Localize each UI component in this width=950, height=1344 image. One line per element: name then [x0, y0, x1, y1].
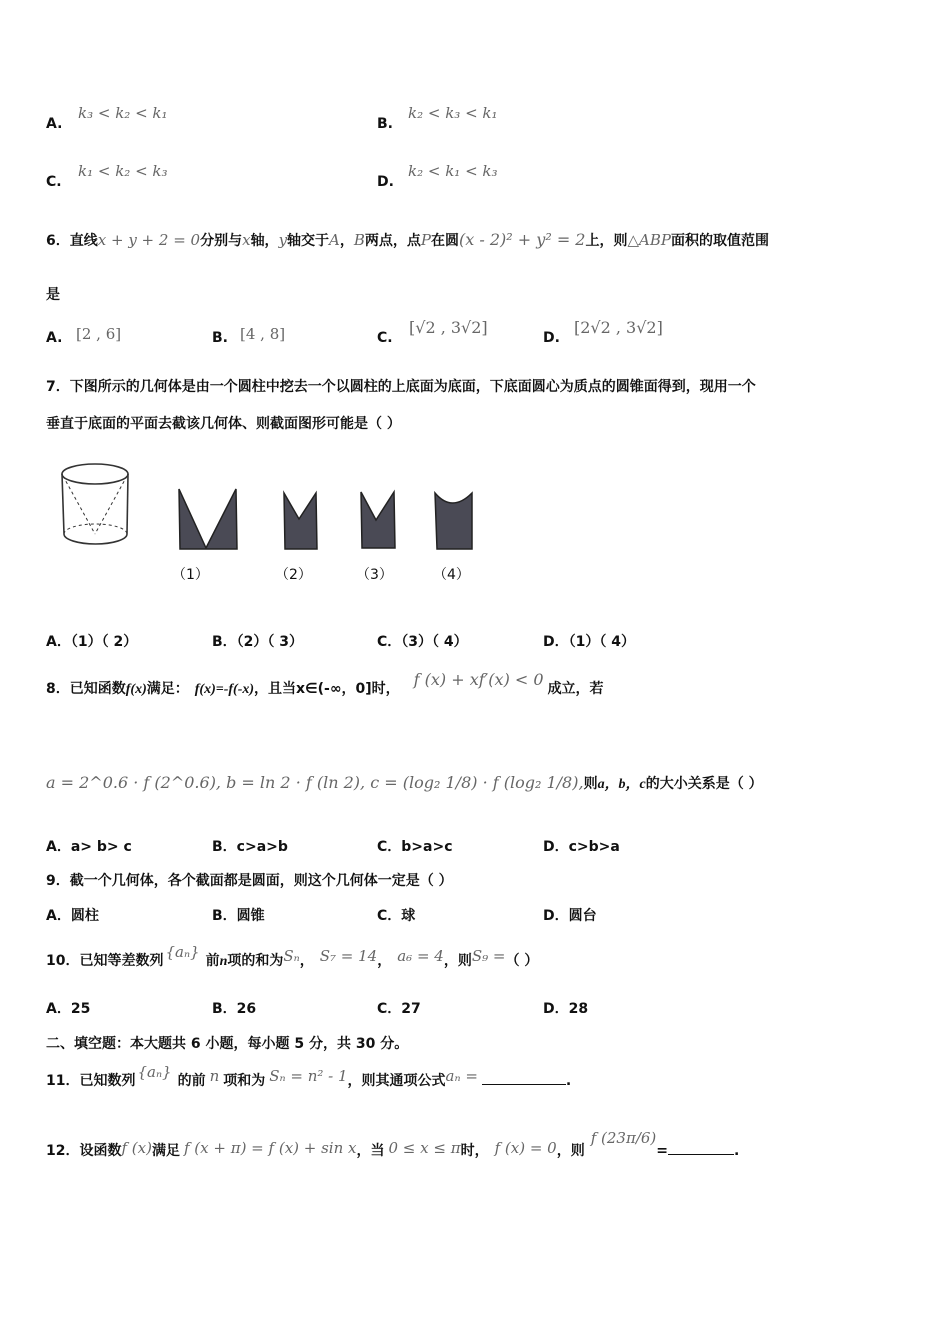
- q11-an: aₙ =: [445, 1067, 478, 1085]
- q10-text: 10．已知等差数列: [46, 953, 164, 969]
- q10-s9: S₉ =: [471, 947, 506, 965]
- q10-n: n: [219, 954, 228, 969]
- q9-option-a: A．圆柱: [46, 908, 99, 924]
- q5-option-c-label: C.: [46, 174, 62, 190]
- q6-text: 两点，点: [364, 233, 421, 249]
- q10-stem: [46, 943, 539, 970]
- q12-functional-equation: f (x + π) = f (x) + sin x: [183, 1139, 357, 1157]
- q12-text: .: [734, 1143, 740, 1159]
- q5-option-b-math: k₂ < k₃ < k₁: [408, 104, 498, 122]
- q6-option-d-value: [2√2 , 3√2]: [574, 318, 663, 337]
- q10-sequence: {aₙ}: [165, 943, 200, 961]
- q6-text: ，: [339, 233, 354, 249]
- q6-point-p: P: [420, 231, 432, 249]
- q7-option-a: A．（1）（ 2）: [46, 634, 138, 650]
- q8-odd-condition: f(x)=-f(-x): [194, 682, 255, 697]
- q6-circle-equation: (x - 2)² + y² = 2: [459, 230, 586, 249]
- q6-text: 上，则: [585, 233, 628, 249]
- q8-text: ，且当: [254, 681, 297, 697]
- q12-text: 时，: [460, 1143, 489, 1159]
- q6-text: 在圆: [431, 233, 460, 249]
- q10-text: ，则: [443, 953, 472, 969]
- q6-option-a-value: [2 , 6]: [76, 325, 122, 343]
- q10-text: ，: [299, 953, 314, 969]
- q11-sn-formula: Sₙ = n² - 1: [269, 1067, 348, 1085]
- q8-text: 8．已知函数: [46, 681, 126, 697]
- q6-option-a-label: A.: [46, 330, 63, 346]
- q6-option-c-value: [√2 , 3√2]: [409, 318, 488, 337]
- q8-function: f(x): [125, 682, 147, 697]
- q11-text: 的前: [177, 1073, 206, 1089]
- q12-text: ，则: [556, 1143, 585, 1159]
- q12-answer-blank[interactable]: [668, 1140, 734, 1155]
- q7-stem-line2: 垂直于底面的平面去截该几何体、则截面图形可能是（ ）: [46, 416, 401, 432]
- q7-figure-label-3: （3）: [356, 567, 393, 583]
- q7-section-4: [432, 489, 476, 553]
- q6-option-d-label: D.: [543, 330, 560, 346]
- q10-sn: Sₙ: [283, 947, 300, 965]
- q7-section-2: [281, 489, 321, 553]
- q8-text: 满足：: [146, 681, 189, 697]
- q8-interval: x∈(-∞，0]: [296, 681, 372, 697]
- q11-text: .: [565, 1073, 572, 1089]
- q10-option-b: B．26: [212, 1001, 257, 1017]
- q6-y-axis: y: [278, 231, 288, 249]
- q11-answer-blank[interactable]: [482, 1070, 566, 1085]
- q12-text: 12．设函数: [46, 1143, 122, 1159]
- q6-option-b-value: [4 , 8]: [240, 325, 286, 343]
- q5-option-a-math: k₃ < k₂ < k₁: [78, 104, 168, 122]
- q10-option-d: D．28: [543, 1001, 589, 1017]
- q6-text: 面积的取值范围: [670, 233, 769, 249]
- q7-option-d: D．（1）（ 4）: [543, 634, 635, 650]
- q6-option-c-label: C.: [377, 330, 393, 346]
- q8-stem: [46, 670, 604, 698]
- q5-option-c-math: k₁ < k₂ < k₃: [78, 162, 168, 180]
- q11-stem: [46, 1063, 572, 1090]
- q6-x-axis: x: [242, 231, 251, 249]
- q6-text: 分别与: [200, 233, 243, 249]
- q6-option-b-label: B.: [212, 330, 228, 346]
- q7-option-b: B．（2）（ 3）: [212, 634, 304, 650]
- q8-abc-definition: a = 2^0.6 · f (2^0.6), b = ln 2 · f (ln 2), c = (log₂ 1/8) · f (log₂ 1/8),: [46, 773, 584, 792]
- q11-sequence: {aₙ}: [137, 1063, 172, 1081]
- q8-text: 时，: [371, 681, 400, 697]
- section-heading-fill-in: 二、填空题：本大题共 6 小题，每小题 5 分，共 30 分。: [46, 1036, 409, 1052]
- q6-stem-continued: 是: [46, 287, 60, 303]
- q12-fx-zero: f (x) = 0: [494, 1139, 557, 1157]
- q7-figure-label-2: （2）: [275, 567, 312, 583]
- q12-text: =: [656, 1143, 669, 1159]
- q9-option-b: B．圆锥: [212, 908, 265, 924]
- q12-text: ，当: [356, 1143, 385, 1159]
- q12-stem: [46, 1129, 740, 1160]
- q8-option-d: D．c>b>a: [543, 839, 620, 855]
- q9-option-c: C．球: [377, 908, 416, 924]
- q10-s7: S₇ = 14: [319, 947, 378, 965]
- q6-number: 6．: [46, 233, 70, 249]
- q10-option-c: C．27: [377, 1001, 421, 1017]
- q8-definitions: [46, 773, 763, 793]
- q10-text: 前: [205, 953, 220, 969]
- q6-text: 直线: [69, 233, 98, 249]
- q11-text: 11．已知数列: [46, 1073, 136, 1089]
- q6-point-b: B: [353, 231, 365, 249]
- q8-abc: a，b，c: [597, 777, 646, 792]
- q8-text: 则: [583, 776, 598, 792]
- q7-section-1: [176, 485, 240, 553]
- q6-stem: [46, 230, 769, 250]
- q9-stem: 9．截一个几何体，各个截面都是圆面，则这个几何体一定是（ ）: [46, 873, 453, 889]
- q5-option-d-math: k₂ < k₁ < k₃: [408, 162, 498, 180]
- q5-option-d-label: D.: [377, 174, 394, 190]
- q6-line-equation: x + y + 2 = 0: [97, 231, 201, 249]
- q10-a6: a₆ = 4: [397, 947, 444, 965]
- q10-text: ，: [377, 953, 392, 969]
- q8-text: 成立，若: [547, 681, 604, 697]
- q12-range: 0 ≤ x ≤ π: [388, 1139, 461, 1157]
- q7-figure-label-4: （4）: [433, 567, 470, 583]
- q11-text: 项和为: [223, 1073, 266, 1089]
- q8-option-b: B．c>a>b: [212, 839, 288, 855]
- q11-n: n: [209, 1067, 220, 1085]
- q10-text: （ ）: [505, 953, 539, 969]
- q6-point-a: A: [329, 231, 340, 249]
- q6-triangle: △ABP: [627, 231, 671, 249]
- q10-option-a: A．25: [46, 1001, 91, 1017]
- q11-text: ，则其通项公式: [347, 1073, 446, 1089]
- q12-fx: f (x): [121, 1139, 152, 1157]
- q8-inequality: f (x) + xf′(x) < 0: [413, 670, 544, 689]
- q5-option-b-label: B.: [377, 116, 393, 132]
- q7-solid-figure: [56, 458, 136, 553]
- q8-option-a: A．a> b> c: [46, 839, 132, 855]
- q12-text: 满足: [151, 1143, 180, 1159]
- q7-figure-label-1: （1）: [172, 567, 209, 583]
- q6-text: 轴交于: [287, 233, 330, 249]
- q7-stem-line1: 7．下图所示的几何体是由一个圆柱中挖去一个以圆柱的上底面为底面，下底面圆心为质点的圆锥面得到，现用一个: [46, 379, 756, 395]
- q7-option-c: C．（3）（ 4）: [377, 634, 468, 650]
- q6-text: 轴，: [250, 233, 279, 249]
- q8-option-c: C．b>a>c: [377, 839, 453, 855]
- q12-target-value: f (23π/6): [590, 1129, 657, 1147]
- q9-option-d: D．圆台: [543, 908, 597, 924]
- q5-option-a-label: A.: [46, 116, 63, 132]
- q8-text: 的大小关系是（ ）: [645, 776, 763, 792]
- q10-text: 项的和为: [227, 953, 284, 969]
- q7-section-3: [358, 488, 400, 552]
